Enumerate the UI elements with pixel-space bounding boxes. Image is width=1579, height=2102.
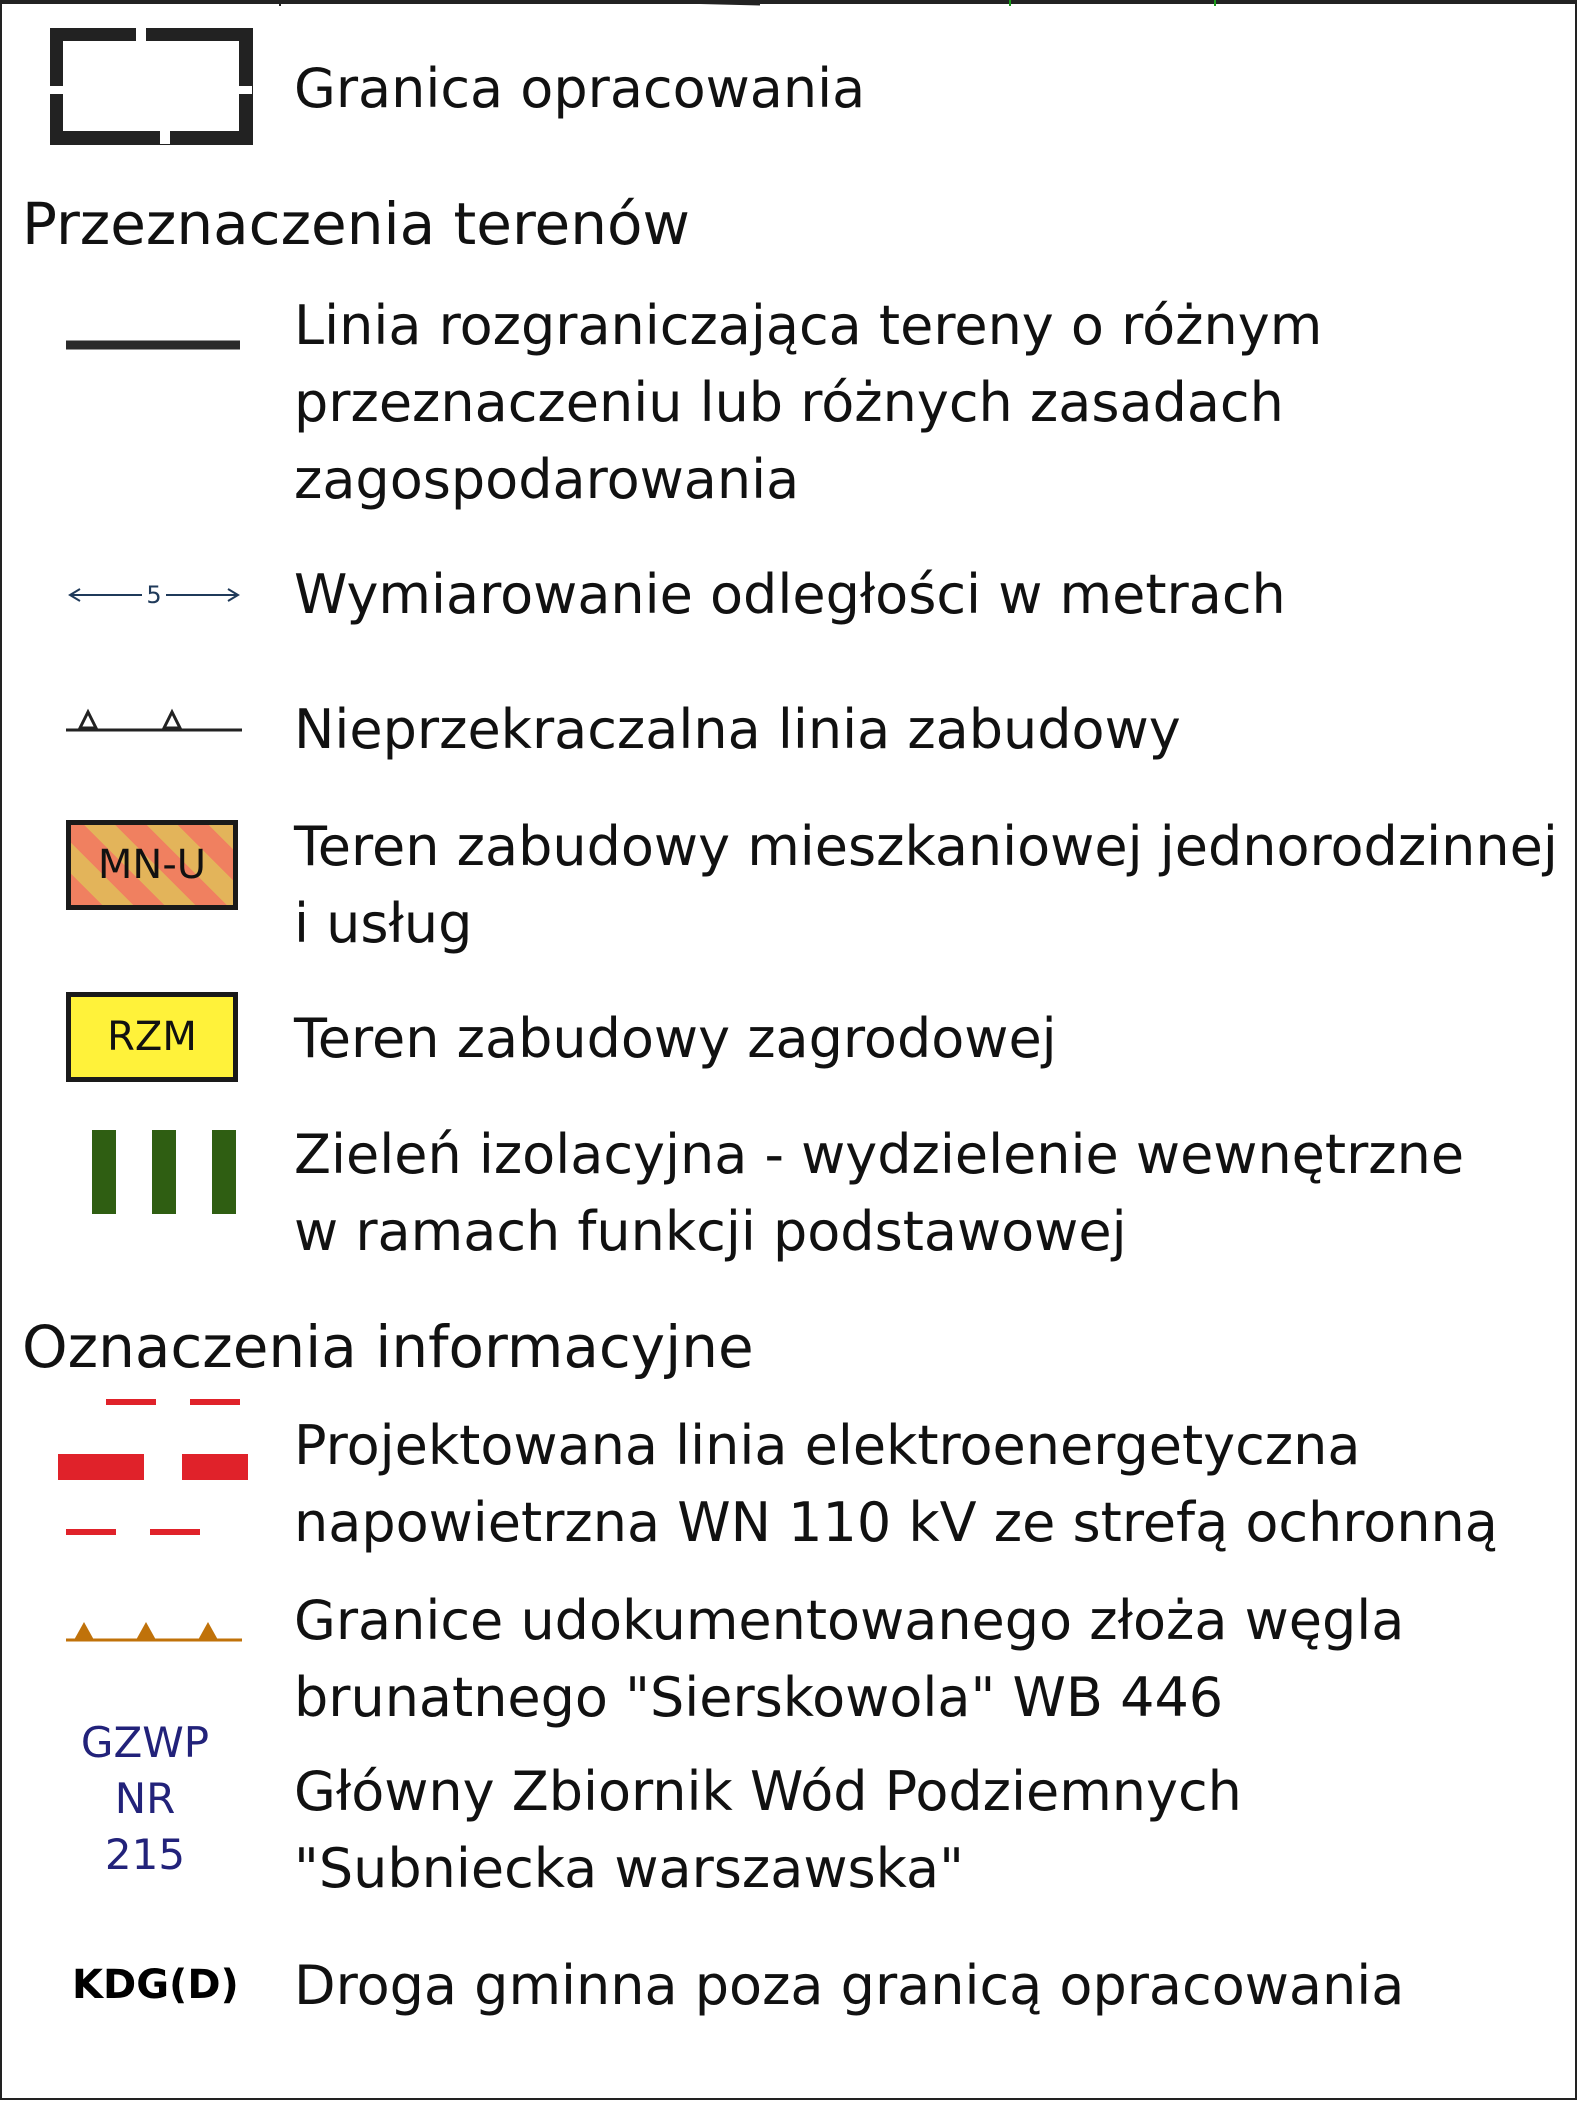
aquifer-code-line-2: NR [114,1774,176,1823]
building-line-label: Nieprzekraczalna linia zabudowy [294,698,1181,761]
road-label: Droga gminna poza granicą opracowania [294,1954,1405,2017]
aquifer-code [60,1715,230,1883]
aquifer-code-line-1: GZWP [80,1718,210,1767]
road-code: KDG(D) [72,1962,239,2008]
study-boundary-icon [50,28,255,146]
rzm-label: Teren zabudowy zagrodowej [294,1007,1057,1070]
power-line-icon [56,1395,252,1541]
aquifer-code-line-3: 215 [104,1830,186,1879]
demarcation-line-label-2: przeznaczeniu lub różnych zasadach [294,371,1284,434]
mn-u-label-2: i usług [294,892,473,955]
dimension-arrow-icon [66,580,242,610]
section-title-info: Oznaczenia informacyjne [22,1313,754,1381]
power-line-label-1: Projektowana linia elektroenergetyczna [294,1414,1361,1477]
demarcation-line-icon [64,336,242,354]
mn-u-symbol [66,820,238,910]
boundary-label: Granica opracowania [294,57,866,120]
building-line-icon [64,704,244,734]
aquifer-label-2: "Subniecka warszawska" [294,1837,964,1900]
power-line-label-2: napowietrzna WN 110 kV ze strefą ochronną [294,1491,1498,1554]
coal-deposit-boundary-icon [64,1614,244,1644]
rzm-code: RZM [107,1014,197,1060]
map-edge-remnant [0,0,1579,10]
demarcation-line-label-3: zagospodarowania [294,448,800,511]
section-title-land-use: Przeznaczenia terenów [22,190,690,258]
aquifer-label-1: Główny Zbiornik Wód Podziemnych [294,1760,1242,1823]
coal-deposit-label-2: brunatnego "Sierskowola" WB 446 [294,1666,1224,1729]
dimension-value: 5 [146,581,162,609]
coal-deposit-label-1: Granice udokumentowanego złoża węgla [294,1589,1405,1652]
dimension-label: Wymiarowanie odległości w metrach [294,563,1286,626]
green-label-2: w ramach funkcji podstawowej [294,1200,1127,1263]
mn-u-label-1: Teren zabudowy mieszkaniowej jednorodzinnej [294,815,1558,878]
green-label-1: Zieleń izolacyjna - wydzielenie wewnętrzne [294,1123,1465,1186]
mn-u-code: MN-U [97,842,207,888]
isolation-green-icon [90,1128,240,1216]
demarcation-line-label-1: Linia rozgraniczająca tereny o różnym [294,294,1323,357]
rzm-symbol [66,992,238,1082]
